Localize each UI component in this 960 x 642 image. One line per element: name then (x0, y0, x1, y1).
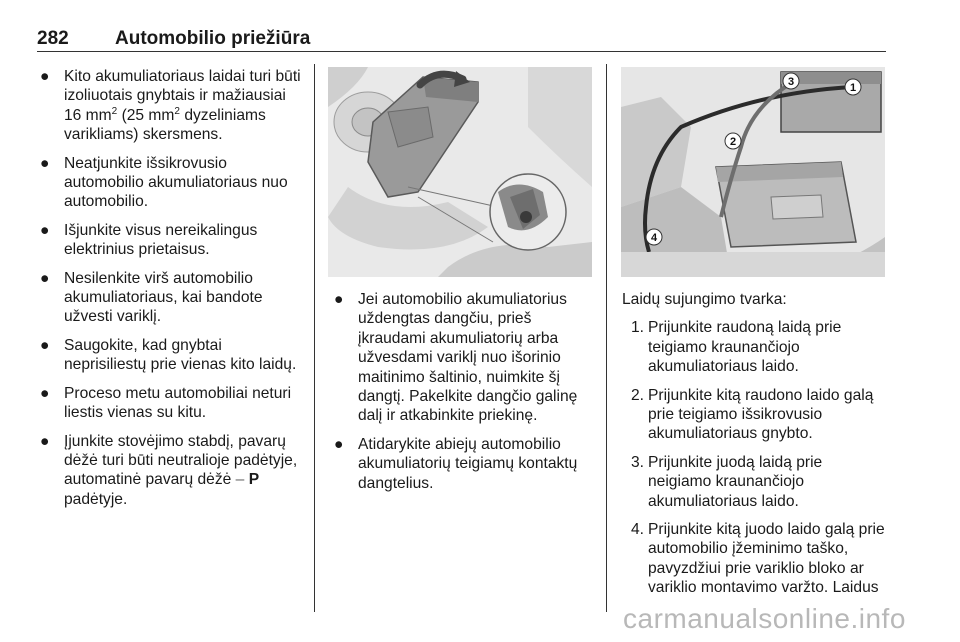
bullet-text-part: Įjunkite stovėjimo stabdį, pavarų dėžė turi būti neutralioje padėtyje, automatinė pavarų dėžė (64, 432, 298, 489)
page-title: Automobilio priežiūra (115, 28, 311, 49)
list-item (37, 67, 307, 145)
jump-start-photo (621, 67, 885, 277)
jump-start-illustration (621, 67, 885, 277)
list-item (37, 269, 307, 327)
bullet-icon: ● (40, 221, 50, 239)
bullet-icon: ● (40, 336, 50, 354)
bullet-icon: ● (40, 68, 50, 85)
bullet-text: Jei automobilio akumuliatorius uždengtas dangčiu, prieš įkraudami akumuliatorių arba užvesdami variklį nuo išorinio maitinimo šaltinio, nuimkite šį dangtį. Pakelkite dangčio galinę dalį ir atkabinkite priekinę. (358, 291, 578, 425)
list-item (37, 384, 307, 423)
step-text: Prijunkite raudoną laidą prie teigiamo kraunančiojo akumuliatoriaus laido. (648, 319, 842, 376)
bullet-text-part: dyzeliniams varikliams) skersmens. (64, 106, 266, 144)
left-column (37, 67, 307, 518)
bullet-text: Atidarykite abiejų automobilio akumuliatorių teigiamų kontaktų dangtelius. (358, 435, 578, 492)
list-item (331, 290, 593, 426)
bullet-text-part: (25 mm (117, 106, 175, 124)
list-item (622, 318, 888, 376)
step-number: 2. (631, 386, 645, 404)
bullet-text: Saugokite, kad gnybtai neprisiliestų prie vienas kito laidų. (64, 336, 297, 374)
list-item (37, 432, 307, 510)
bullet-icon: ● (334, 435, 344, 453)
superscript: 2 (111, 105, 118, 117)
bullet-icon: ● (40, 269, 50, 287)
list-item (622, 453, 888, 511)
step-text: Prijunkite kitą raudono laido galą prie teigiamo išsikrovusio akumuliatoriaus gnybto. (648, 386, 874, 443)
superscript: 2 (174, 105, 180, 117)
watermark: carmanualsonline.info (623, 603, 906, 634)
bullet-icon: ● (40, 432, 50, 450)
battery-cover-photo (328, 67, 592, 277)
bullet-text: Proceso metu automobiliai neturi liestis vienas su kitu. (64, 384, 292, 422)
dash-symbol: – (235, 471, 245, 489)
step-text: Prijunkite juodą laidą prie neigiamo kraunančiojo akumuliatoriaus laido. (648, 453, 823, 510)
bullet-icon: ● (40, 154, 50, 172)
list-item (37, 154, 307, 212)
column-divider-left (314, 64, 315, 612)
battery-cover-illustration (328, 67, 592, 277)
callout-3: 3 (787, 76, 795, 88)
list-item (331, 435, 593, 493)
callout-4: 4 (650, 232, 658, 244)
bullet-icon: ● (40, 384, 50, 402)
callout-2: 2 (729, 136, 737, 148)
page-number: 282 (37, 28, 69, 49)
header-rule (37, 51, 886, 52)
callout-1: 1 (849, 82, 857, 94)
bullet-text-part: padėtyje. (64, 490, 128, 508)
gear-position-p: P (248, 471, 260, 489)
step-text: Prijunkite kitą juodo laido galą prie automobilio įžeminimo taško, pavyzdžiui prie variklio bloko ar variklio montavimo varžto. Laidus (648, 521, 885, 597)
list-item (622, 386, 888, 444)
step-number: 4. (631, 521, 645, 539)
intro-text: Laidų sujungimo tvarka: (622, 291, 787, 308)
list-item (622, 520, 888, 598)
bullet-text: Nesilenkite virš automobilio akumuliatoriaus, kai bandote užvesti variklį. (64, 269, 263, 326)
list-item (37, 221, 307, 260)
bullet-icon: ● (334, 291, 344, 308)
step-number: 3. (631, 453, 645, 471)
page-header (37, 28, 886, 50)
step-number: 1. (631, 319, 645, 337)
column-divider-right (606, 64, 607, 612)
bullet-text: Neatjunkite išsikrovusio automobilio akumuliatoriaus nuo automobilio. (64, 154, 288, 211)
bullet-text: Išjunkite visus nereikalingus elektrinius prietaisus. (64, 221, 258, 259)
middle-column (331, 290, 593, 502)
list-item (37, 336, 307, 375)
bullet-text-part: Kito akumuliatoriaus laidai turi būti izoliuotais gnybtais ir mažiausiai 16 mm (64, 68, 301, 124)
right-column (622, 290, 888, 607)
